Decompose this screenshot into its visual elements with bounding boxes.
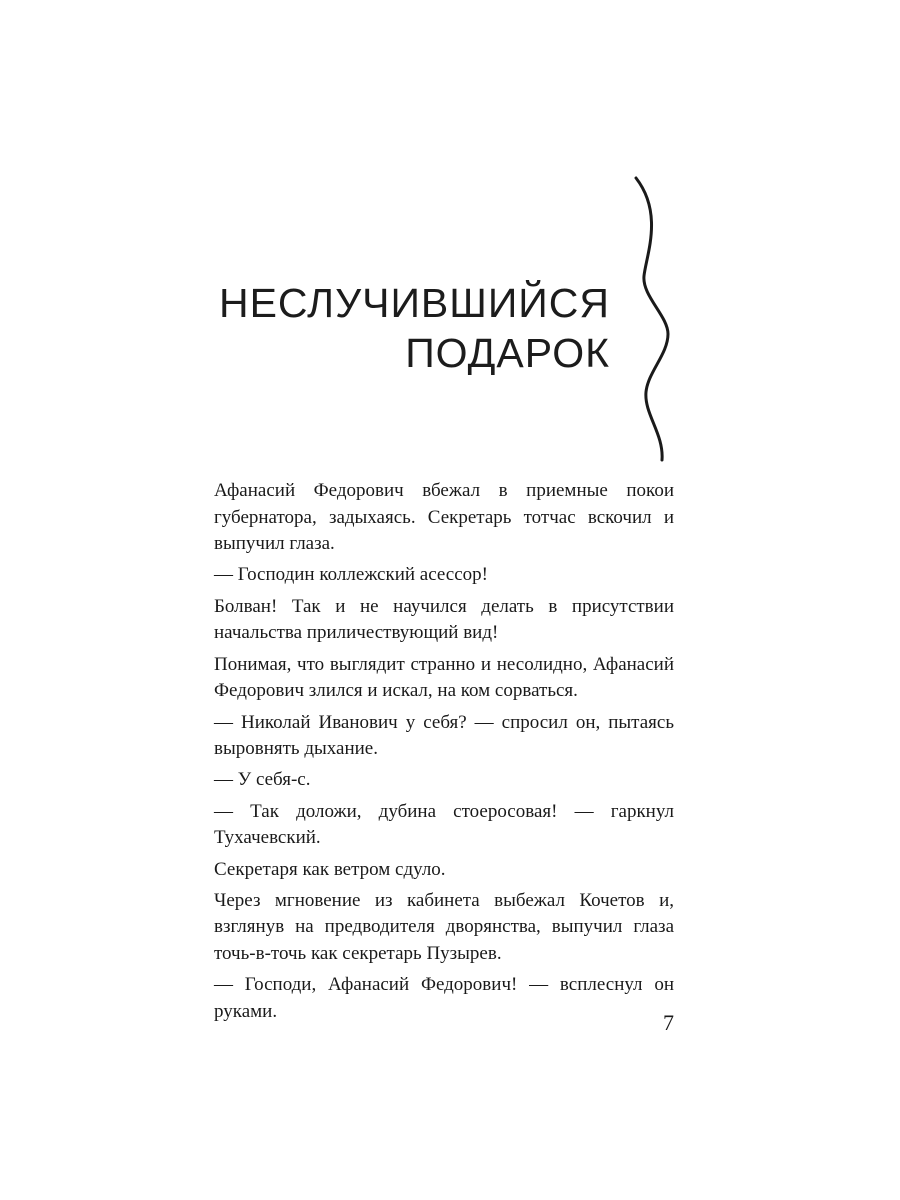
- paragraph: Понимая, что выглядит странно и несолидно, Афанасий Федорович злился и искал, на ком сорваться.: [214, 653, 674, 702]
- page-number: 7: [663, 1010, 674, 1035]
- wavy-line-ornament: [624, 176, 674, 462]
- chapter-title-line-1: НЕСЛУЧИВШИЙСЯ: [218, 280, 610, 326]
- paragraph: Через мгновение из кабинета выбежал Кочетов и, взглянув на предводителя дворянства, выпучил глаза точь-в-точь как секретарь Пузырев.: [214, 889, 674, 964]
- paragraph: — У себя-с.: [214, 769, 311, 791]
- paragraph: — Так доложи, дубина стоеросовая! — гаркнул Тухачевский.: [214, 800, 674, 849]
- paragraph: Афанасий Федорович вбежал в приемные покои губернатора, задыхаясь. Секретарь тотчас вскочил и выпучил глаза.: [214, 480, 674, 555]
- paragraph: — Господи, Афанасий Федорович! — всплеснул он руками.: [214, 974, 674, 1022]
- chapter-title-line-2: ПОДАРОК: [405, 330, 610, 376]
- paragraph: — Николай Иванович у себя? — спросил он, пытаясь выровнять дыхание.: [214, 711, 674, 760]
- paragraph: Болван! Так и не научился делать в присутствии начальства приличествующий вид!: [214, 595, 674, 644]
- paragraph: — Господин коллежский асессор!: [214, 564, 488, 586]
- chapter-body-text: [214, 478, 674, 1030]
- paragraph: Секретаря как ветром сдуло.: [214, 858, 446, 880]
- chapter-title: [219, 278, 610, 378]
